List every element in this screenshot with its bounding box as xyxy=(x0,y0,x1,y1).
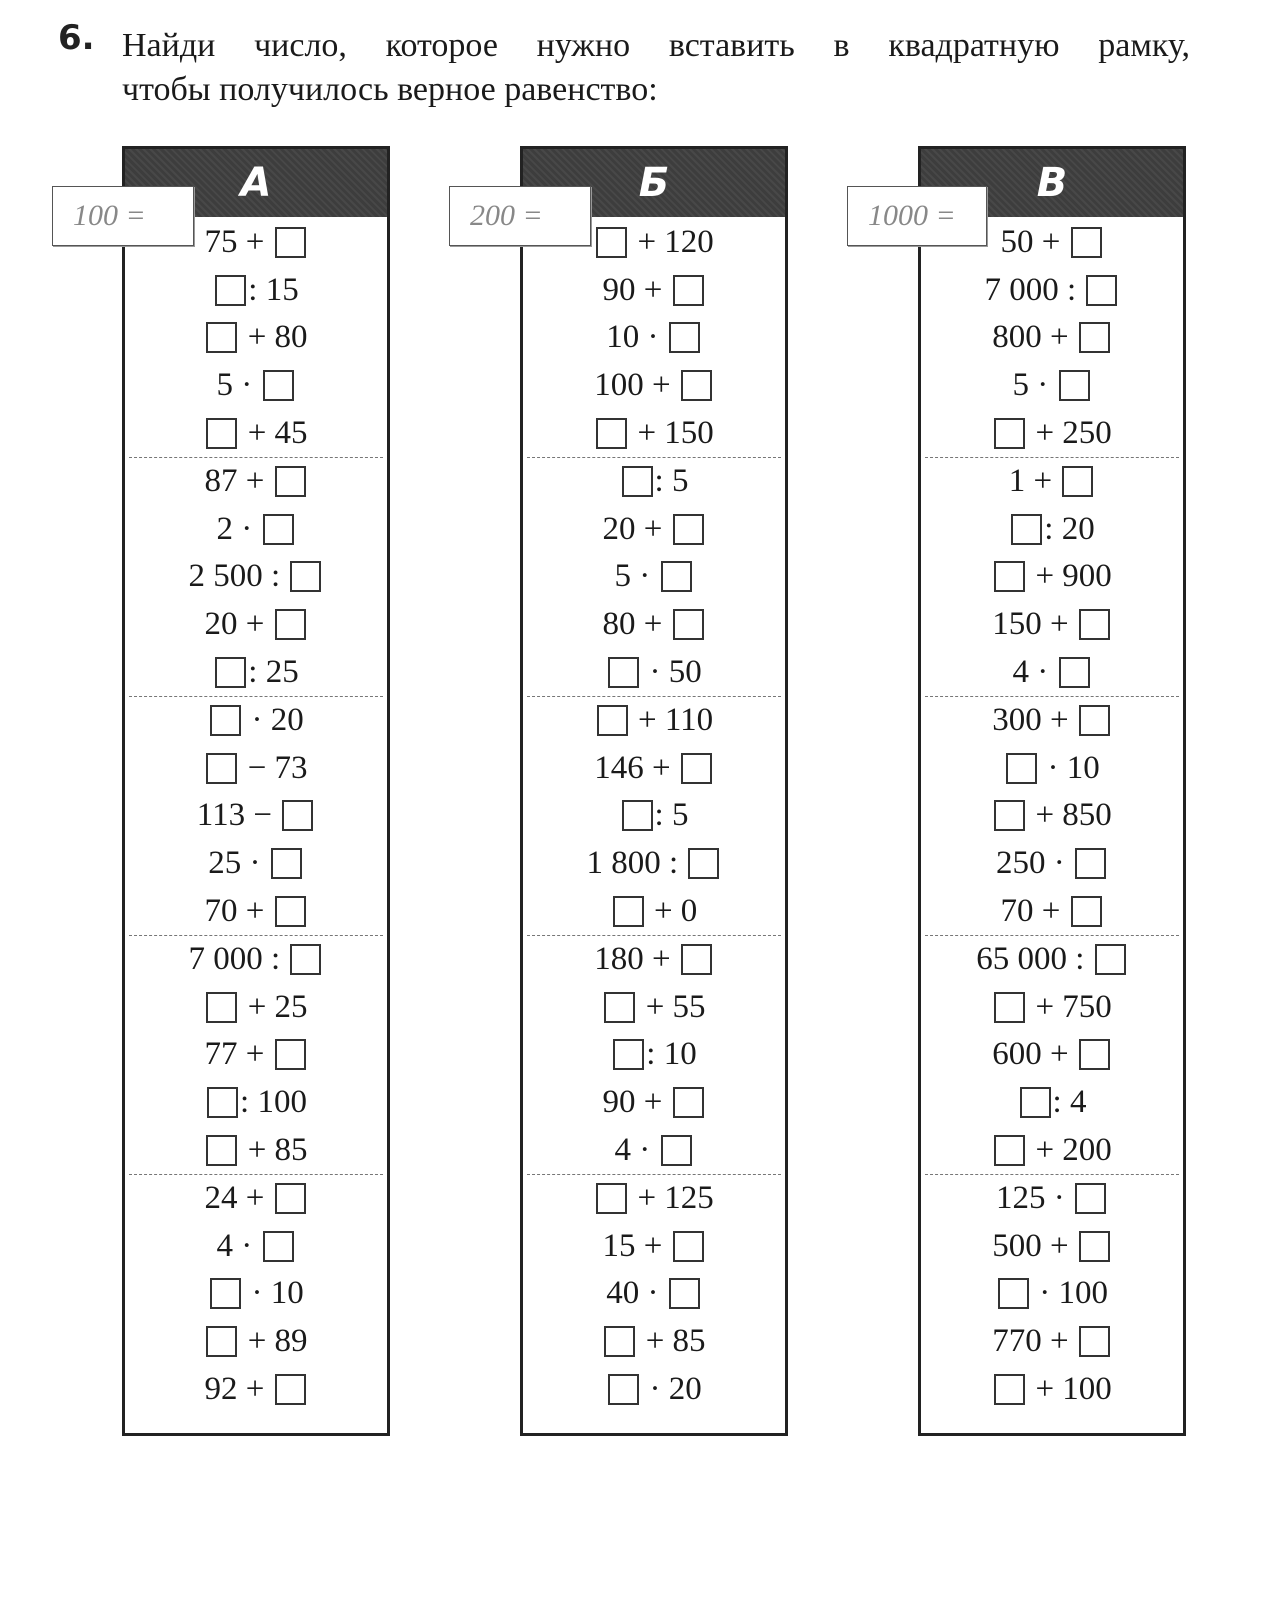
expression-row xyxy=(925,648,1179,696)
expression-list xyxy=(921,217,1183,1413)
expression-row xyxy=(527,936,781,984)
expression-text: + 55 xyxy=(637,988,706,1025)
answer-box[interactable] xyxy=(604,1326,635,1357)
answer-box[interactable] xyxy=(1079,1231,1110,1262)
expression-text: 150 + xyxy=(992,606,1077,643)
expression-group xyxy=(527,219,781,457)
expression-row xyxy=(527,745,781,793)
expression-row xyxy=(129,840,383,888)
expression-row xyxy=(129,1318,383,1366)
expression-row xyxy=(129,362,383,410)
answer-box[interactable] xyxy=(673,514,704,545)
expression-text: 180 + xyxy=(594,941,679,978)
answer-box[interactable] xyxy=(210,1278,241,1309)
expression-text: + 85 xyxy=(637,1322,706,1359)
answer-box[interactable] xyxy=(263,370,294,401)
column-header: Б xyxy=(523,149,785,217)
expression-row xyxy=(129,1079,383,1127)
expression-row xyxy=(527,314,781,362)
expression-text: 7 000 : xyxy=(188,941,289,978)
expression-row xyxy=(527,887,781,935)
expression-text: 90 + xyxy=(602,1083,671,1120)
answer-box[interactable] xyxy=(1095,944,1126,975)
expression-text: 80 + xyxy=(602,606,671,643)
expression-text: + 110 xyxy=(629,702,714,739)
answer-box[interactable] xyxy=(673,1087,704,1118)
expression-text: · 10 xyxy=(1039,749,1100,786)
expression-row xyxy=(925,362,1179,410)
expression-group xyxy=(925,457,1179,696)
expression-row xyxy=(925,458,1179,506)
expression-row xyxy=(527,553,781,601)
expression-text: : 100 xyxy=(240,1083,307,1120)
expression-row xyxy=(129,1270,383,1318)
answer-box[interactable] xyxy=(1079,322,1110,353)
answer-box[interactable] xyxy=(994,418,1025,449)
expression-text: 100 + xyxy=(594,367,679,404)
answer-box[interactable] xyxy=(275,1183,306,1214)
answer-box[interactable] xyxy=(206,1135,237,1166)
expression-text: 65 000 : xyxy=(976,941,1093,978)
answer-box[interactable] xyxy=(1075,848,1106,879)
expression-row xyxy=(527,984,781,1032)
expression-row xyxy=(527,1365,781,1413)
expression-text: 15 + xyxy=(602,1227,671,1264)
expression-row xyxy=(129,553,383,601)
answer-box[interactable] xyxy=(1079,1326,1110,1357)
expression-text: 92 + xyxy=(204,1370,273,1407)
answer-box[interactable] xyxy=(994,1374,1025,1405)
expression-row xyxy=(925,1175,1179,1223)
answer-box[interactable] xyxy=(271,848,302,879)
expression-row xyxy=(925,314,1179,362)
answer-box[interactable] xyxy=(681,753,712,784)
expression-row xyxy=(527,1270,781,1318)
expression-row xyxy=(925,840,1179,888)
expression-text: + 0 xyxy=(645,892,698,929)
answer-box[interactable] xyxy=(661,1135,692,1166)
expression-row xyxy=(925,553,1179,601)
expression-row xyxy=(129,792,383,840)
expression-row xyxy=(527,1318,781,1366)
expression-text: 75 + xyxy=(204,224,273,261)
expression-text: + 100 xyxy=(1027,1370,1112,1407)
answer-box[interactable] xyxy=(275,466,306,497)
expression-row xyxy=(527,1126,781,1174)
expression-text: 5 · xyxy=(1012,367,1057,404)
answer-box[interactable] xyxy=(263,1231,294,1262)
expression-row xyxy=(527,1031,781,1079)
expression-group xyxy=(527,935,781,1174)
task-number: 6. xyxy=(58,18,95,58)
expression-group xyxy=(925,935,1179,1174)
answer-box[interactable] xyxy=(1059,657,1090,688)
task-text-line-2: чтобы получилось верное равенство: xyxy=(122,71,658,108)
expression-row xyxy=(129,601,383,649)
expression-text: 146 + xyxy=(594,749,679,786)
answer-box[interactable] xyxy=(206,1326,237,1357)
expression-row xyxy=(527,792,781,840)
answer-box[interactable] xyxy=(673,1231,704,1262)
target-value-box: 100 = xyxy=(52,186,194,246)
answer-box[interactable] xyxy=(669,322,700,353)
answer-box[interactable] xyxy=(994,1135,1025,1166)
expression-row xyxy=(527,1079,781,1127)
answer-box[interactable] xyxy=(275,227,306,258)
expression-text: 40 · xyxy=(606,1275,667,1312)
answer-box[interactable] xyxy=(596,1183,627,1214)
expression-text: 113 − xyxy=(196,797,281,834)
expression-row xyxy=(925,1031,1179,1079)
answer-box[interactable] xyxy=(608,657,639,688)
answer-box[interactable] xyxy=(597,705,628,736)
answer-box[interactable] xyxy=(1071,227,1102,258)
expression-group xyxy=(527,1174,781,1413)
expression-row xyxy=(925,936,1179,984)
answer-box[interactable] xyxy=(613,1039,644,1070)
expression-row xyxy=(925,1126,1179,1174)
expression-row xyxy=(925,267,1179,315)
expression-text: 25 · xyxy=(208,845,269,882)
answer-box[interactable] xyxy=(290,561,321,592)
expression-text: 24 + xyxy=(204,1180,273,1217)
expression-text: 1 + xyxy=(1008,463,1061,500)
expression-text: + 25 xyxy=(239,988,308,1025)
expression-text: 87 + xyxy=(204,463,273,500)
answer-box[interactable] xyxy=(669,1278,700,1309)
expression-group xyxy=(527,696,781,935)
task-text xyxy=(122,24,1190,112)
answer-box[interactable] xyxy=(681,370,712,401)
task-text-line-1: Найди число, которое нужно вставить в квадратную рамку, xyxy=(122,27,1190,64)
expression-text: + 85 xyxy=(239,1131,308,1168)
answer-box[interactable] xyxy=(1059,370,1090,401)
answer-box[interactable] xyxy=(596,227,627,258)
expression-text: 2 500 : xyxy=(188,558,289,595)
expression-group xyxy=(925,696,1179,935)
expression-row xyxy=(129,697,383,745)
expression-text: + 250 xyxy=(1027,414,1112,451)
answer-box[interactable] xyxy=(1006,753,1037,784)
expression-row xyxy=(925,745,1179,793)
expression-text: 125 · xyxy=(996,1180,1073,1217)
answer-box[interactable] xyxy=(596,418,627,449)
expression-text: + 850 xyxy=(1027,797,1112,834)
expression-text: 4 · xyxy=(614,1131,659,1168)
answer-box[interactable] xyxy=(1011,514,1042,545)
expression-group xyxy=(129,696,383,935)
answer-box[interactable] xyxy=(673,609,704,640)
expression-text: 4 · xyxy=(216,1227,261,1264)
answer-box[interactable] xyxy=(215,275,246,306)
answer-box[interactable] xyxy=(1079,1039,1110,1070)
expression-group xyxy=(129,457,383,696)
answer-box[interactable] xyxy=(206,418,237,449)
expression-row xyxy=(129,1126,383,1174)
expression-text: : 4 xyxy=(1052,1083,1087,1120)
expression-text: 1 800 : xyxy=(586,845,687,882)
target-value-box: 1000 = xyxy=(847,186,987,246)
answer-box[interactable] xyxy=(275,1374,306,1405)
expression-row xyxy=(129,1175,383,1223)
expression-row xyxy=(129,458,383,506)
expression-row xyxy=(925,1222,1179,1270)
answer-box[interactable] xyxy=(661,561,692,592)
expression-text: · 20 xyxy=(641,1370,702,1407)
answer-box[interactable] xyxy=(207,1087,238,1118)
expression-text: : 5 xyxy=(654,463,689,500)
expression-row xyxy=(925,1270,1179,1318)
expression-text: 600 + xyxy=(992,1036,1077,1073)
expression-text: 70 + xyxy=(204,892,273,929)
expression-text: 800 + xyxy=(992,319,1077,356)
answer-box[interactable] xyxy=(275,609,306,640)
expression-row xyxy=(129,506,383,554)
expression-row xyxy=(925,887,1179,935)
answer-box[interactable] xyxy=(688,848,719,879)
expression-text: · 100 xyxy=(1031,1275,1108,1312)
column-header: А xyxy=(125,149,387,217)
answer-box[interactable] xyxy=(1020,1087,1051,1118)
expression-row xyxy=(527,840,781,888)
expression-text: : 10 xyxy=(646,1036,697,1073)
answer-box[interactable] xyxy=(206,753,237,784)
answer-box[interactable] xyxy=(206,992,237,1023)
expression-text: 90 + xyxy=(602,271,671,308)
answer-box[interactable] xyxy=(263,514,294,545)
answer-box[interactable] xyxy=(604,992,635,1023)
expression-text: + 900 xyxy=(1027,558,1112,595)
expression-group xyxy=(925,219,1179,457)
answer-box[interactable] xyxy=(622,466,653,497)
answer-box[interactable] xyxy=(1086,275,1117,306)
expression-group xyxy=(925,1174,1179,1413)
expression-row xyxy=(129,648,383,696)
expression-row xyxy=(527,697,781,745)
expression-text: + 125 xyxy=(629,1180,714,1217)
answer-box[interactable] xyxy=(994,800,1025,831)
answer-box[interactable] xyxy=(206,322,237,353)
expression-row xyxy=(925,409,1179,457)
column-header: В xyxy=(921,149,1183,217)
expression-row xyxy=(527,601,781,649)
expression-row xyxy=(527,267,781,315)
answer-box[interactable] xyxy=(994,561,1025,592)
answer-box[interactable] xyxy=(282,800,313,831)
answer-box[interactable] xyxy=(994,992,1025,1023)
answer-box[interactable] xyxy=(1075,1183,1106,1214)
expression-text: · 20 xyxy=(243,702,304,739)
answer-box[interactable] xyxy=(673,275,704,306)
expression-row xyxy=(129,1222,383,1270)
expression-row xyxy=(129,936,383,984)
expression-text: 77 + xyxy=(204,1036,273,1073)
column-a xyxy=(122,146,390,1436)
expression-group xyxy=(129,219,383,457)
expression-row xyxy=(129,267,383,315)
answer-box[interactable] xyxy=(1079,705,1110,736)
expression-row xyxy=(527,409,781,457)
expression-row xyxy=(925,984,1179,1032)
expression-row xyxy=(925,1365,1179,1413)
column-v xyxy=(918,146,1186,1436)
expression-row xyxy=(925,1079,1179,1127)
expression-text: 5 · xyxy=(216,367,261,404)
expression-row xyxy=(129,984,383,1032)
answer-box[interactable] xyxy=(210,705,241,736)
expression-text: + 120 xyxy=(629,224,714,261)
expression-text: 2 · xyxy=(216,510,261,547)
answer-box[interactable] xyxy=(1071,896,1102,927)
expression-text: · 50 xyxy=(641,653,702,690)
expression-text: : 25 xyxy=(248,653,299,690)
expression-text: + 45 xyxy=(239,414,308,451)
expression-group xyxy=(129,1174,383,1413)
expression-row xyxy=(129,887,383,935)
expression-row xyxy=(925,1318,1179,1366)
expression-row xyxy=(925,792,1179,840)
expression-text: 50 + xyxy=(1000,224,1069,261)
expression-row xyxy=(129,1365,383,1413)
answer-box[interactable] xyxy=(613,896,644,927)
expression-row xyxy=(527,458,781,506)
expression-text: 500 + xyxy=(992,1227,1077,1264)
expression-row xyxy=(527,1175,781,1223)
answer-box[interactable] xyxy=(275,1039,306,1070)
expression-group xyxy=(129,935,383,1174)
answer-box[interactable] xyxy=(622,800,653,831)
expression-row xyxy=(925,697,1179,745)
expression-text: + 89 xyxy=(239,1322,308,1359)
answer-box[interactable] xyxy=(215,657,246,688)
column-b xyxy=(520,146,788,1436)
expression-text: : 5 xyxy=(654,797,689,834)
expression-row xyxy=(527,648,781,696)
expression-text: 300 + xyxy=(992,702,1077,739)
expression-text: : 20 xyxy=(1044,510,1095,547)
expression-row xyxy=(925,601,1179,649)
expression-text: 770 + xyxy=(992,1322,1077,1359)
expression-text: + 750 xyxy=(1027,988,1112,1025)
expression-group xyxy=(527,457,781,696)
expression-row xyxy=(129,1031,383,1079)
expression-text: · 10 xyxy=(243,1275,304,1312)
expression-text: 70 + xyxy=(1000,892,1069,929)
target-value-box: 200 = xyxy=(449,186,591,246)
expression-row xyxy=(527,1222,781,1270)
answer-box[interactable] xyxy=(275,896,306,927)
answer-box[interactable] xyxy=(1062,466,1093,497)
expression-text: + 200 xyxy=(1027,1131,1112,1168)
expression-text: : 15 xyxy=(248,271,299,308)
answer-box[interactable] xyxy=(681,944,712,975)
expression-text: 20 + xyxy=(204,606,273,643)
expression-text: − 73 xyxy=(239,749,308,786)
answer-box[interactable] xyxy=(608,1374,639,1405)
expression-row xyxy=(527,506,781,554)
answer-box[interactable] xyxy=(1079,609,1110,640)
expression-text: 20 + xyxy=(602,510,671,547)
expression-row xyxy=(129,409,383,457)
expression-text: 250 · xyxy=(996,845,1073,882)
answer-box[interactable] xyxy=(290,944,321,975)
expression-list xyxy=(523,217,785,1413)
answer-box[interactable] xyxy=(998,1278,1029,1309)
expression-row xyxy=(925,506,1179,554)
expression-text: + 150 xyxy=(629,414,714,451)
expression-text: + 80 xyxy=(239,319,308,356)
expression-text: 10 · xyxy=(606,319,667,356)
expression-text: 4 · xyxy=(1012,653,1057,690)
expression-text: 7 000 : xyxy=(984,271,1085,308)
expression-row xyxy=(527,362,781,410)
expression-row xyxy=(129,314,383,362)
expression-list xyxy=(125,217,387,1413)
expression-text: 5 · xyxy=(614,558,659,595)
expression-row xyxy=(129,745,383,793)
